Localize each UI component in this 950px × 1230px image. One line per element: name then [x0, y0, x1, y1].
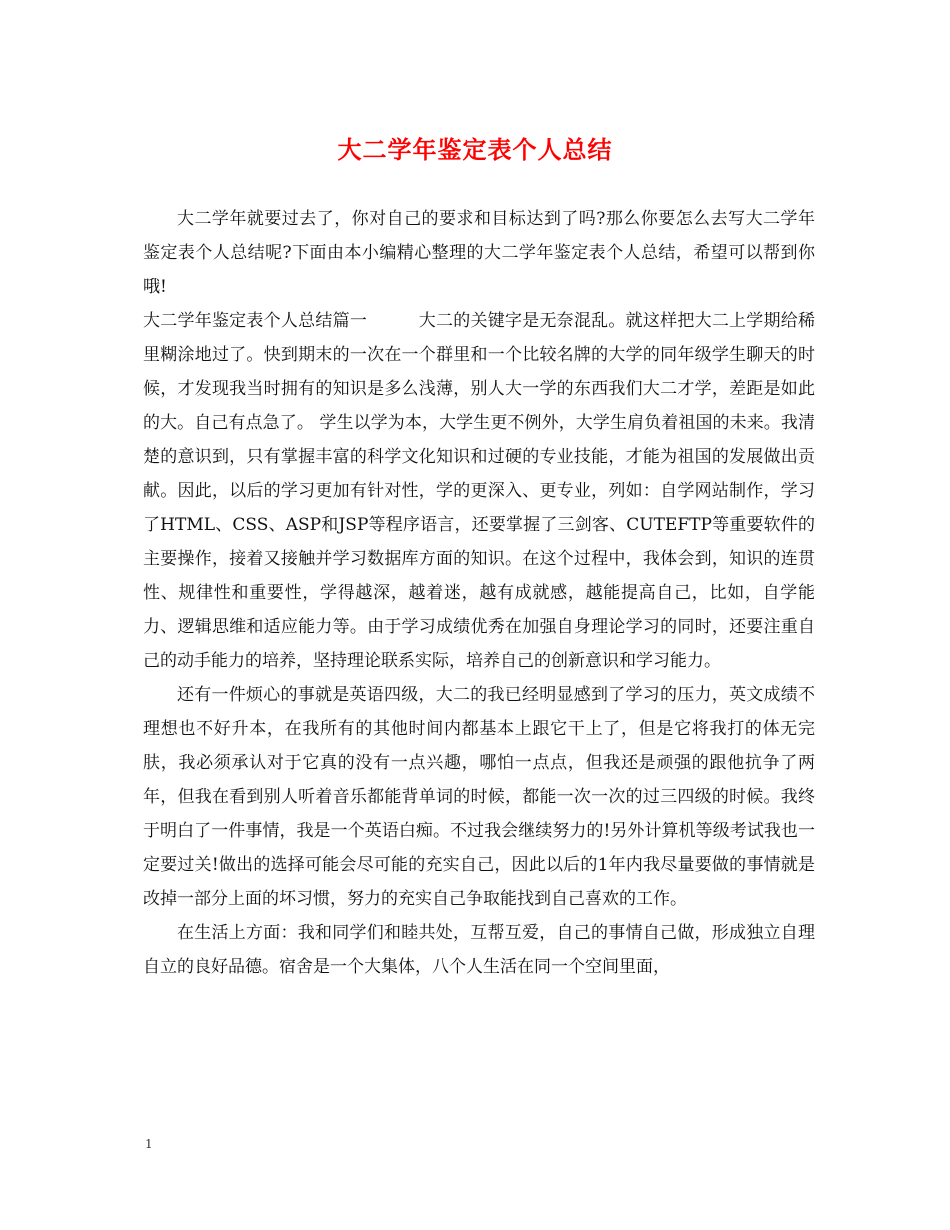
section-paragraph-study: 大二学年鉴定表个人总结篇一 大二的关键字是无奈混乱。就这样把大二上学期给稀里糊涂地过了。快到期末的一次在一个群里和一个比较名牌的大学的同年级学生聊天的时候，才发现我当时拥有的知识是多么浅薄，别人大一学的东西我们大二才学，差距是如此的大。自己有点急了。 学生以学为本，大学生更不例外，大学生肩负着祖国的未来。我清楚的意识到，只有掌握丰富的科学文化知识和过硬的专业技能，才能为祖国的发展做出贡献。因此，以后的学习更加有针对性，学的更深入、更专业，列如：自学网站制作，学习了HTML、CSS、ASP和JSP等程序语言，还要掌握了三剑客、CUTEFTP等重要软件的主要操作，接着又接触并学习数据库方面的知识。在这个过程中，我体会到，知识的连贯性、规律性和重要性，学得越深，越着迷，越有成就感，越能提高自己，比如，自学能力、逻辑思维和适应能力等。由于学习成绩优秀在加强自身理论学习的同时，还要注重自己的动手能力的培养，坚持理论联系实际，培养自己的创新意识和学习能力。 — [143, 311, 815, 671]
section-paragraph-life: 在生活上方面：我和同学们和睦共处，互帮互爱，自己的事情自己做，形成独立自理自立的良好品德。宿舍是一个大集体，八个人生活在同一个空间里面， — [143, 923, 815, 977]
intro-paragraph: 大二学年就要过去了，你对自己的要求和目标达到了吗?那么你要怎么去写大二学年鉴定表个人总结呢?下面由本小编精心整理的大二学年鉴定表个人总结，希望可以帮到你哦! — [143, 209, 815, 297]
section-paragraph-english: 还有一件烦心的事就是英语四级，大二的我已经明显感到了学习的压力，英文成绩不理想也不好升本，在我所有的其他时间内都基本上跟它干上了，但是它将我打的体无完肤，我必须承认对于它真的没有一点兴趣，哪怕一点点，但我还是顽强的跟他抗争了两年，但我在看到别人听着音乐都能背单词的时候，都能一次一次的过三四级的时候。我终于明白了一件事情，我是一个英语白痴。不过我会继续努力的!另外计算机等级考试我也一定要过关!做出的选择可能会尽可能的充实自己，因此以后的1年内我尽量要做的事情就是改掉一部分上面的坏习惯，努力的充实自己争取能找到自己喜欢的工作。 — [143, 685, 815, 909]
document-body — [143, 202, 815, 984]
document-title: 大二学年鉴定表个人总结 — [337, 135, 613, 164]
page-number: 1 — [145, 1137, 153, 1151]
